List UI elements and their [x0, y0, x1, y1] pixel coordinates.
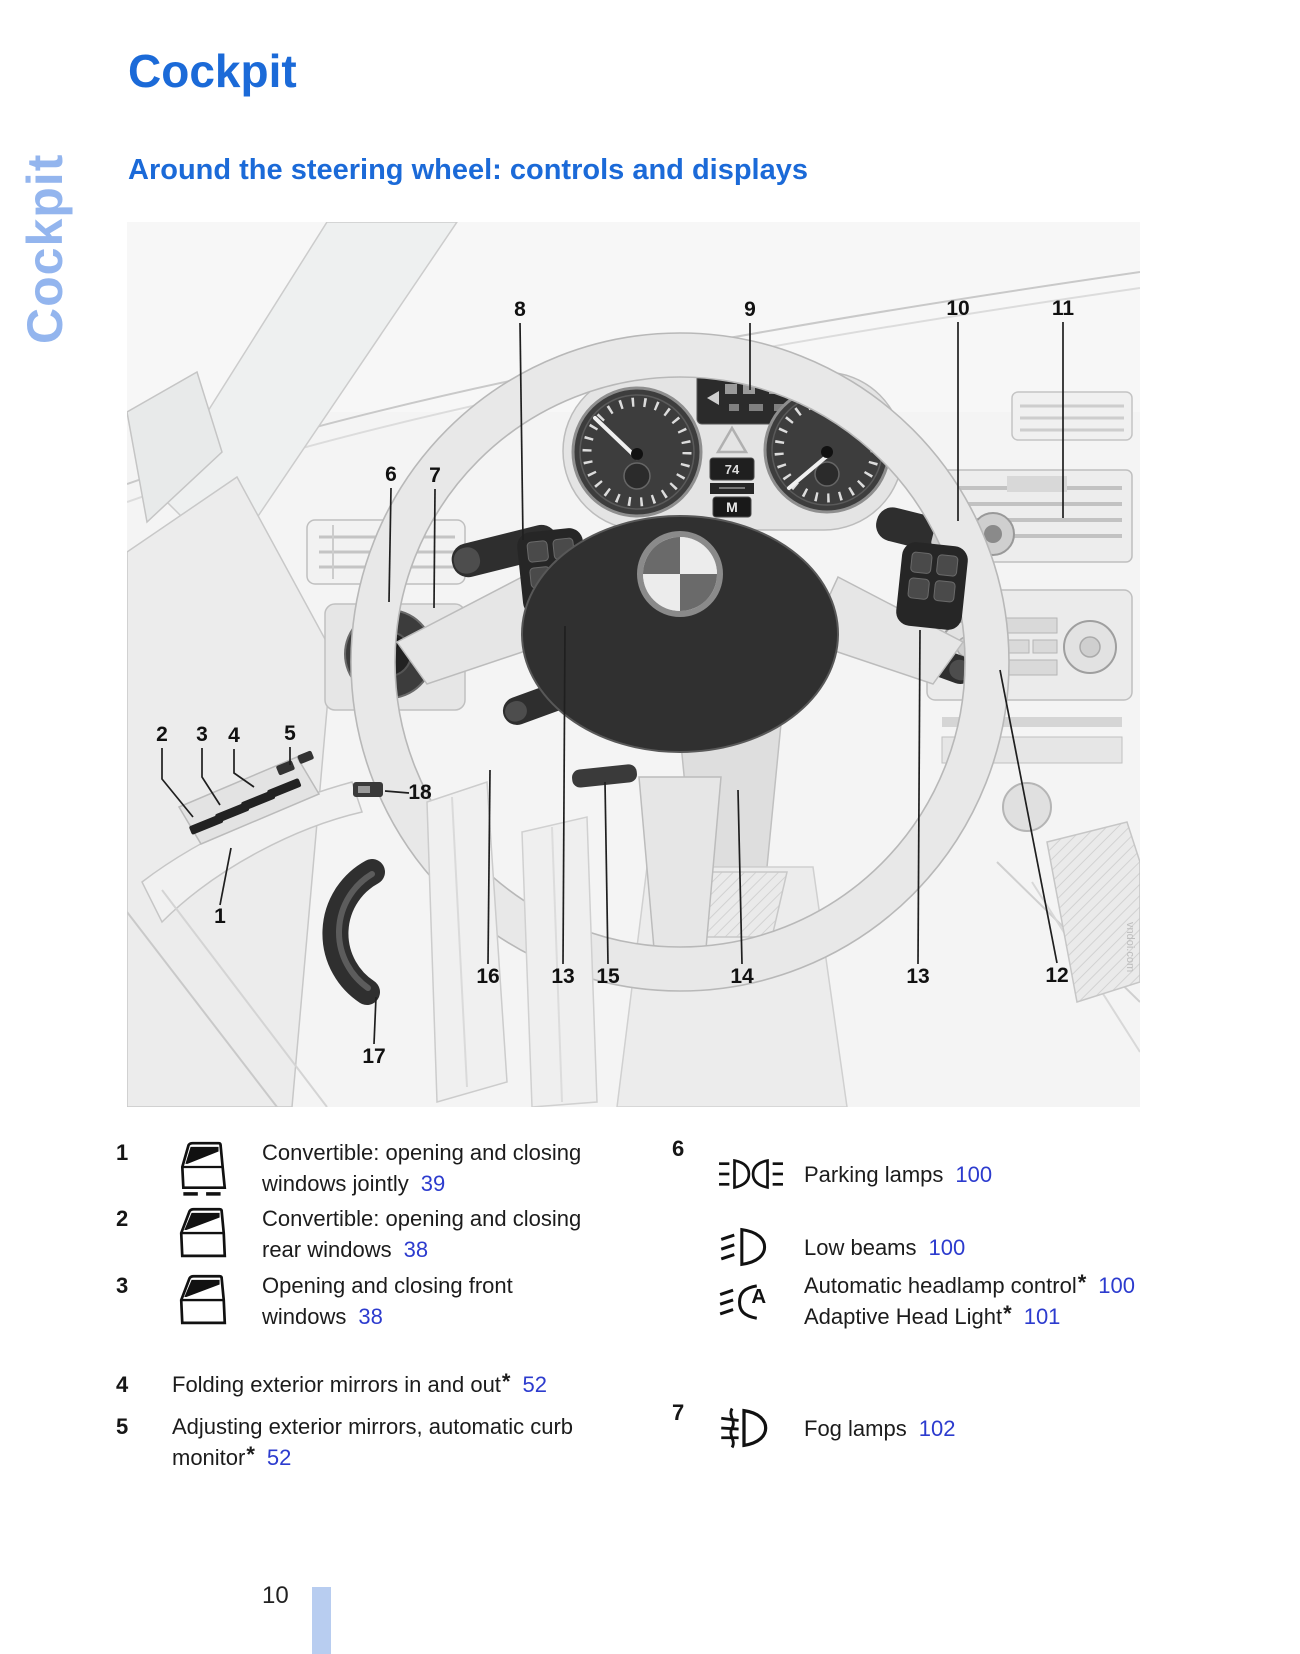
- footer-accent-bar: [312, 1587, 331, 1654]
- legend-item-4: [116, 1369, 547, 1400]
- callout-4: 4: [228, 724, 240, 747]
- page-reference: 52: [522, 1372, 547, 1397]
- callout-15: 15: [596, 965, 620, 988]
- callout-3: 3: [196, 723, 208, 746]
- callout-17: 17: [362, 1045, 386, 1068]
- legend-text-line: Opening and closing front: [262, 1273, 513, 1298]
- door-rear-windows-icon: [172, 1203, 234, 1259]
- fog-lamps-icon: [718, 1406, 770, 1450]
- legend-row-low-beams: Low beams 100: [718, 1224, 965, 1270]
- legend-number: 2: [116, 1206, 129, 1231]
- legend-text-line: Convertible: opening and closing: [262, 1206, 582, 1231]
- legend-number: 4: [116, 1372, 129, 1397]
- callout-7: 7: [429, 464, 441, 487]
- legend-text-line: Folding exterior mirrors in and out* 52: [172, 1369, 547, 1397]
- legend-row-parking-lamps: Parking lamps 100: [718, 1152, 992, 1196]
- callout-18: 18: [408, 781, 432, 804]
- asterisk: *: [1003, 1301, 1012, 1326]
- legend-number: 5: [116, 1414, 129, 1439]
- page-reference: 52: [266, 1445, 292, 1470]
- svg-text:74: 74: [724, 462, 740, 477]
- cockpit-drawing: [127, 222, 1140, 1107]
- page-reference: 100: [928, 1234, 966, 1260]
- parking-lamps-icon: [718, 1157, 784, 1191]
- legend-number: 1: [116, 1140, 129, 1165]
- page-reference: 102: [918, 1415, 956, 1441]
- right-wheel-buttons: [895, 541, 969, 631]
- asterisk: *: [501, 1369, 511, 1394]
- section-subtitle: Around the steering wheel: controls and displays: [128, 154, 808, 186]
- callout-9: 9: [744, 298, 756, 321]
- legend-text-line: Adaptive Head Light* 101: [804, 1301, 1061, 1329]
- legend-text-line: windows jointly 39: [262, 1171, 446, 1196]
- legend-item-3: [116, 1270, 513, 1332]
- legend-row-fog-lamps: Fog lamps 102: [718, 1405, 955, 1451]
- page-number: 10: [262, 1582, 289, 1609]
- callout-5: 5: [284, 722, 296, 745]
- page-reference: 100: [955, 1161, 993, 1187]
- legend-item-2: [116, 1203, 581, 1265]
- legend-number: 3: [116, 1273, 129, 1298]
- callout-10: 10: [946, 297, 970, 320]
- legend-item-1: [116, 1137, 581, 1199]
- legend-text-line: Convertible: opening and closing: [262, 1140, 582, 1165]
- legend-text-line: monitor* 52: [172, 1442, 292, 1470]
- door-front-windows-icon: [172, 1270, 234, 1326]
- low-beams-icon: [718, 1226, 770, 1268]
- asterisk: *: [246, 1442, 255, 1467]
- callout-1: 1: [214, 905, 226, 928]
- page-reference: 38: [403, 1237, 429, 1262]
- auto-headlamp-icon: [718, 1279, 774, 1323]
- legend-text-line: Adjusting exterior mirrors, automatic curb: [172, 1414, 574, 1439]
- callout-11: 11: [1051, 297, 1075, 320]
- watermark: vndoi.com: [1124, 922, 1136, 973]
- svg-text:A: A: [751, 1285, 767, 1309]
- door-windows-jointly-icon: [172, 1137, 234, 1197]
- page-title: Cockpit: [128, 45, 297, 97]
- callout-2: 2: [156, 723, 168, 746]
- legend-text-line: Automatic headlamp control* 100: [804, 1270, 1135, 1298]
- legend-text-line: windows 38: [262, 1304, 383, 1329]
- legend-number-6: 6: [672, 1136, 685, 1161]
- asterisk: *: [1077, 1270, 1087, 1295]
- page-reference: 101: [1023, 1304, 1061, 1329]
- callout-13: 13: [551, 965, 575, 988]
- callout-16: 16: [476, 965, 500, 988]
- callout-8: 8: [514, 298, 526, 321]
- dash-switch: [353, 782, 383, 797]
- legend-text-line: rear windows 38: [262, 1237, 429, 1262]
- svg-text:M: M: [726, 499, 738, 515]
- page-reference: 39: [420, 1171, 446, 1196]
- legend-number-7: 7: [672, 1400, 685, 1425]
- callout-13: 13: [906, 965, 930, 988]
- legend-item-5: [116, 1411, 573, 1473]
- legend-row-auto-headlamp: [718, 1268, 1135, 1334]
- page-reference: 38: [358, 1304, 383, 1329]
- callout-6: 6: [385, 463, 397, 486]
- chapter-side-tab: Cockpit: [17, 153, 73, 344]
- callout-12: 12: [1045, 964, 1069, 987]
- bmw-roundel-icon: [640, 534, 720, 614]
- cockpit-illustration: [127, 222, 1140, 1107]
- callout-14: 14: [730, 965, 754, 988]
- page-reference: 100: [1098, 1273, 1135, 1298]
